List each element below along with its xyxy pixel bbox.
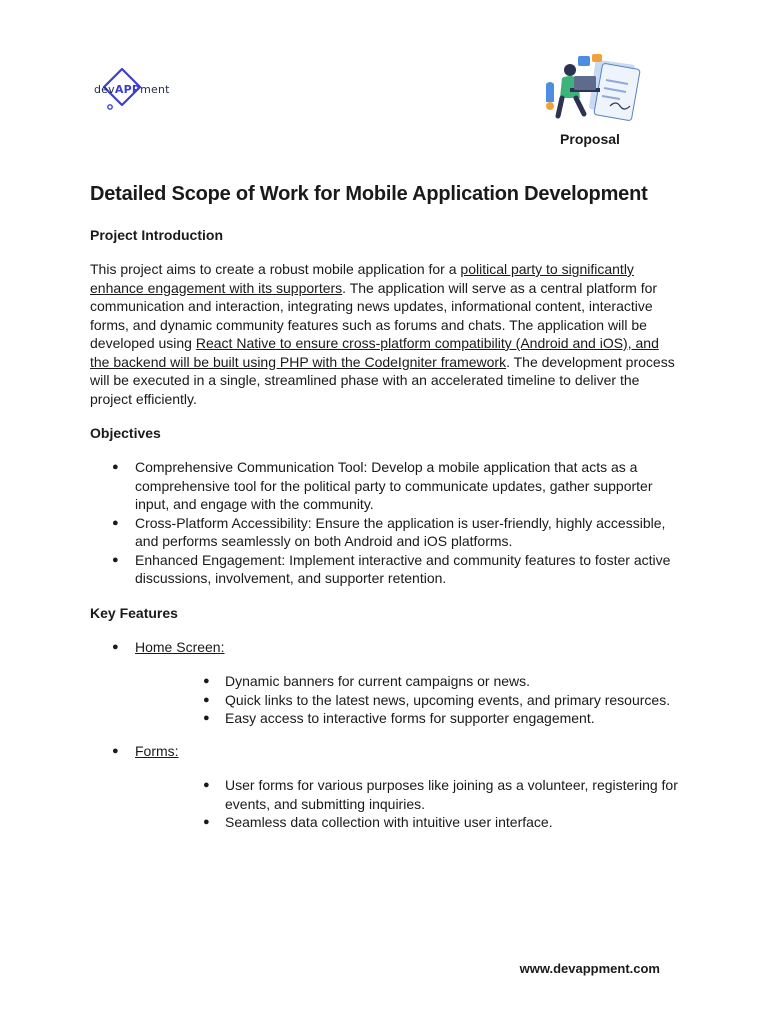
feature-forms: ● Forms: ● User forms for various purposes like joining as a volunteer, registering for events, and submitting inquiries. ● Seamless data collection with intuitive user interface. [90, 742, 680, 832]
intro-highlight-1: political party to significantly enhance engagement with its supporters [90, 261, 634, 296]
proposal-label: Proposal [560, 131, 620, 147]
list-item: ● User forms for various purposes like joining as a volunteer, registering for events, and submitting inquiries. [135, 776, 680, 813]
document-title: Detailed Scope of Work for Mobile Application Development [90, 183, 648, 205]
list-item: ● Comprehensive Communication Tool: Develop a mobile application that acts as a comprehensive tool for the political party to communicate updates, gather supporter input, and engage with the community. [90, 458, 680, 514]
forms-sublist [135, 776, 680, 832]
document-body [90, 180, 680, 848]
features-heading: Key Features [90, 604, 178, 621]
intro-highlight-2: React Native to ensure cross-platform compatibility (Android and iOS), and the backend will be built using PHP with the CodeIgniter framework [90, 335, 659, 370]
list-item: ● Cross-Platform Accessibility: Ensure the application is user-friendly, highly accessible, and performs seamlessly on both Android and iOS platforms. [90, 514, 680, 551]
intro-heading: Project Introduction [90, 227, 223, 243]
proposal-illustration-icon [540, 54, 646, 126]
intro-paragraph: This project aims to create a robust mobile application for a political party to significantly enhance engagement with its supporters. The application will serve as a central platform for communication and interaction, integrating news updates, informational content, interactive forms, and dynamic community features such as forums and chats. The application will be developed using React Native to ensure cross-platform compatibility (Android and iOS), and the backend will be built using PHP with the CodeIgniter framework. The development process will be executed in a single, streamlined phase with an accelerated timeline to deliver the project efficiently. [90, 261, 675, 407]
list-item: ● Enhanced Engagement: Implement interactive and community features to foster active discussions, involvement, and supporter retention. [90, 551, 680, 588]
list-item: ● Quick links to the latest news, upcoming events, and primary resources. [135, 691, 680, 710]
objectives-list [90, 458, 680, 588]
home-screen-sublist [135, 672, 680, 728]
list-item: ● Seamless data collection with intuitive user interface. [135, 813, 680, 832]
features-list [90, 638, 680, 832]
list-item: ● Easy access to interactive forms for supporter engagement. [135, 709, 680, 728]
logo-wordmark: devAPPment [94, 83, 170, 96]
objectives-heading: Objectives [90, 425, 161, 441]
company-logo [92, 66, 182, 118]
feature-home-screen: ● Home Screen: ● Dynamic banners for current campaigns or news. ● Quick links to the latest news, upcoming events, and primary resources. ● Easy access to interactive forms for supporter engagement. [90, 638, 680, 728]
footer-website: www.devappment.com [519, 961, 660, 976]
list-item: ● Dynamic banners for current campaigns or news. [135, 672, 680, 691]
